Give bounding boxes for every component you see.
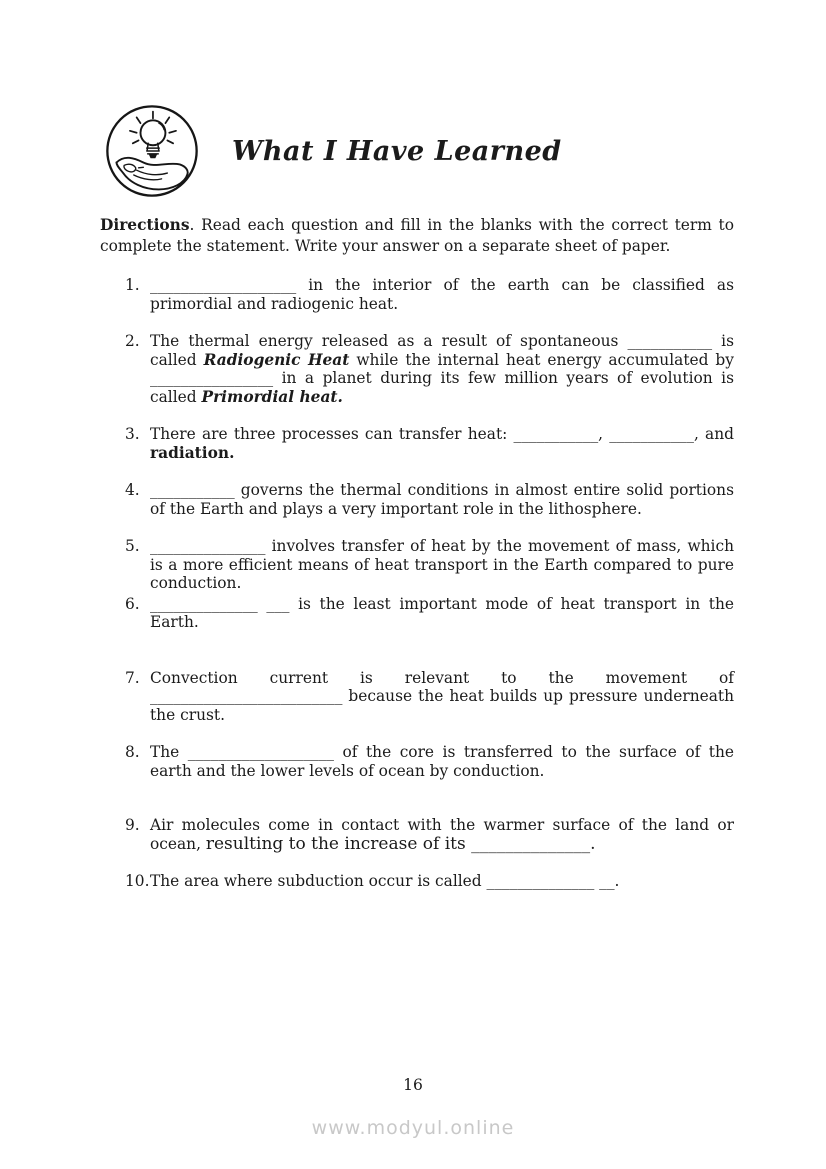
question-number: 5.: [125, 537, 140, 555]
section-header: [104, 0, 826, 199]
question-segment: Air molecules come in contact with the warmer surface of the land or ocean,: [150, 816, 734, 853]
directions-label: Directions: [100, 216, 190, 234]
question-segment: ___________ governs the thermal conditions in almost entire solid portions of the Earth and plays a very important role in the lithosphere.: [150, 481, 734, 518]
question-text: [150, 816, 734, 853]
directions-paragraph: [100, 215, 734, 257]
question-segment: resulting to the increase of its ______________.: [205, 833, 596, 854]
question-segment: The ___________________ of the core is transferred to the surface of the earth and the lower levels of ocean by conduction.: [150, 743, 734, 780]
question-text: [150, 595, 734, 632]
question-segment: while the internal heat energy accumulated by ________________ in a planet during its few million years of evolution is called: [150, 350, 734, 406]
question-item: [125, 743, 734, 780]
watermark-text: www.modyul.online: [311, 1117, 515, 1139]
question-text: [150, 425, 734, 462]
question-segment: There are three processes can transfer heat: ___________, ___________, and: [150, 425, 734, 443]
directions-text: . Read each question and fill in the blanks with the correct term to complete the statement. Write your answer on a separate sheet of paper.: [100, 216, 734, 255]
question-number: 6.: [125, 594, 140, 613]
question-number: 3.: [125, 425, 140, 443]
question-text: [150, 669, 734, 725]
question-item: [125, 276, 734, 313]
question-segment: ______________ ___ is the least important mode of heat transport in the Earth.: [150, 594, 734, 631]
question-segment: ___________________ in the interior of the earth can be classified as primordial and radiogenic heat.: [150, 276, 734, 313]
question-number: 1.: [125, 276, 140, 294]
question-text: [150, 276, 734, 313]
question-text: [150, 537, 734, 593]
question-item: [125, 332, 734, 406]
question-segment: Convection current is relevant to the movement of _________________________ because the heat builds up pressure underneath the crust.: [150, 668, 734, 724]
hand-holding-lightbulb-icon: [104, 103, 200, 199]
question-segment: _______________ involves transfer of heat by the movement of mass, which is a more efficient means of heat transport in the Earth compared to pure conduction.: [150, 537, 734, 592]
question-item: [125, 481, 734, 518]
question-item: [125, 669, 734, 725]
page-title: What I Have Learned: [232, 135, 562, 167]
question-segment: The area where subduction occur is called ______________ __.: [150, 872, 620, 890]
question-number: 4.: [125, 481, 140, 499]
question-key-term: Primordial heat.: [201, 387, 343, 406]
question-item: [125, 537, 734, 593]
page-number: 16: [403, 1076, 423, 1094]
question-item: [125, 816, 734, 853]
question-number: 2.: [125, 332, 140, 350]
question-segment: The thermal energy released as a result of spontaneous ___________ is called: [150, 332, 734, 369]
question-text: [150, 481, 734, 518]
question-item: [125, 595, 734, 632]
question-text: [150, 743, 734, 780]
question-key-term: radiation.: [150, 443, 235, 462]
questions-list: [125, 276, 734, 891]
question-text: [150, 872, 734, 891]
question-text: [150, 332, 734, 406]
question-key-term: Radiogenic Heat: [203, 350, 350, 369]
question-number: 10.: [125, 872, 150, 890]
question-number: 7.: [125, 668, 140, 687]
question-number: 9.: [125, 816, 140, 834]
question-item: [125, 872, 734, 891]
question-number: 8.: [125, 743, 140, 761]
question-item: [125, 425, 734, 462]
